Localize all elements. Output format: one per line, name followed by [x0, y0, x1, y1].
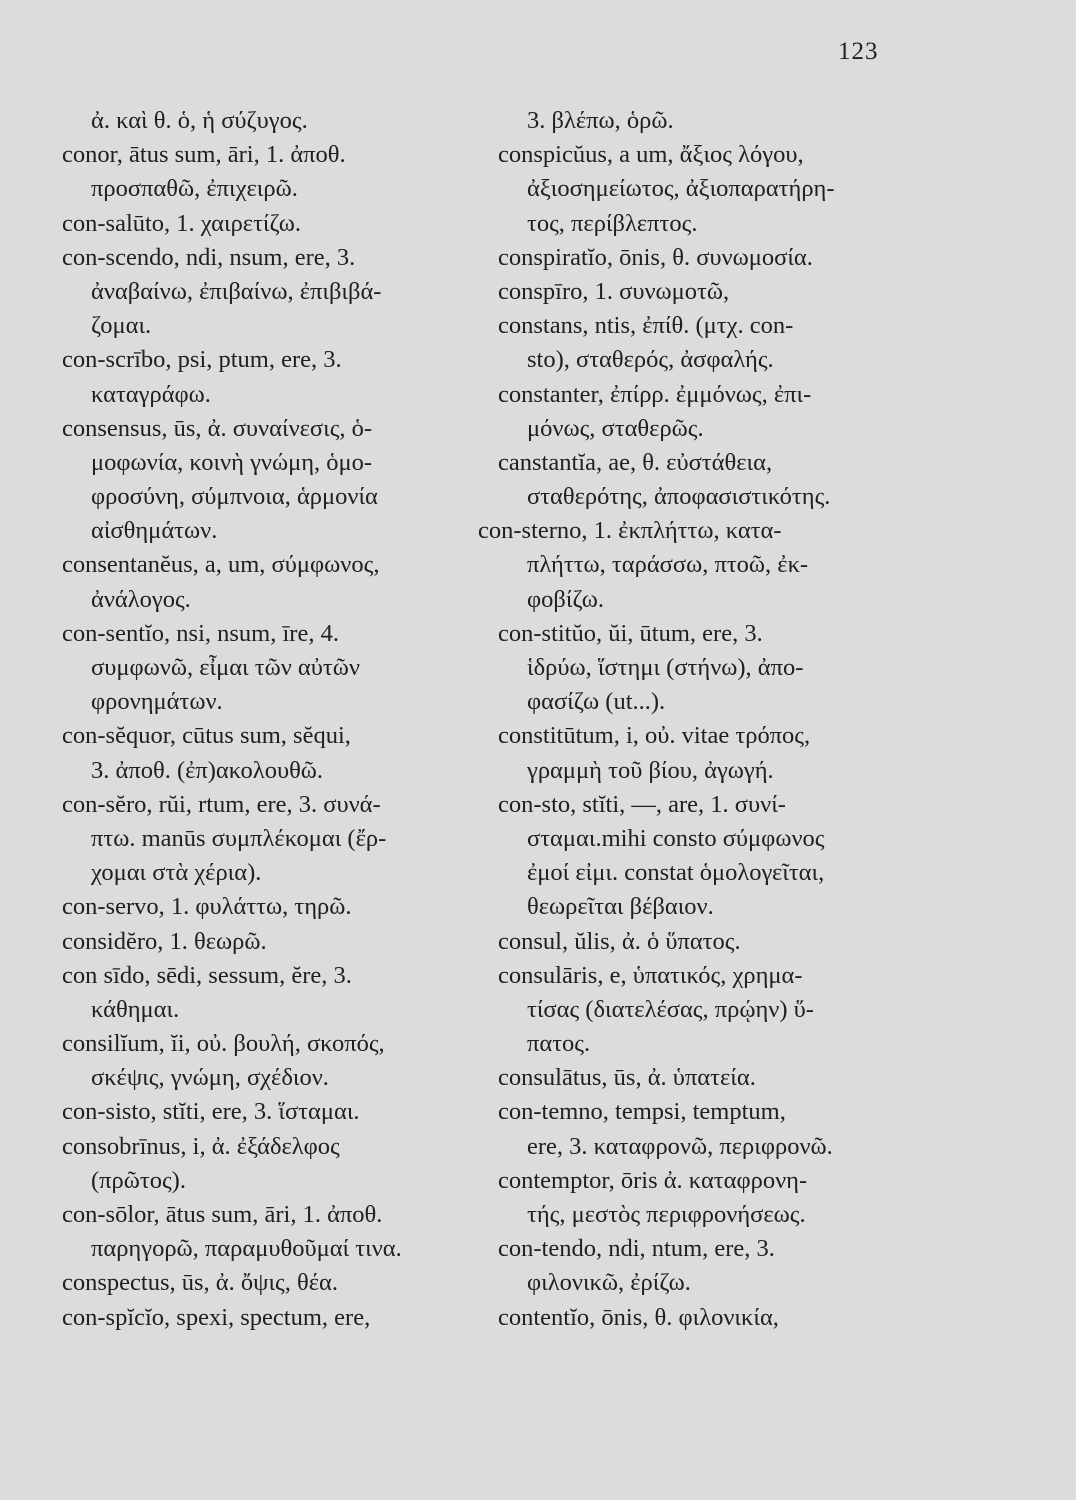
dictionary-line: con-spĭcĭo, spexi, spectum, ere, — [62, 1303, 371, 1331]
dictionary-line: χομαι στὰ χέρια). — [91, 859, 262, 887]
dictionary-line: con-servo, 1. φυλάττω, τηρῶ. — [62, 893, 352, 921]
dictionary-line: ἀναβαίνω, ἐπιβαίνω, ἐπιβιβά- — [91, 277, 382, 305]
dictionary-line: consul, ŭlis, ἀ. ὁ ὕπατος. — [498, 927, 741, 955]
dictionary-line: conspiratĭo, ōnis, θ. συνωμοσία. — [498, 243, 813, 271]
dictionary-line: conspicŭus, a um, ἄξιος λόγου, — [498, 141, 804, 169]
dictionary-line: φρονημάτων. — [91, 688, 223, 716]
dictionary-line: consentanĕus, a, um, σύμφωνος, — [62, 551, 380, 579]
dictionary-line: σταμαι.mihi consto σύμφωνος — [527, 824, 825, 852]
dictionary-line: 3. βλέπω, ὁρῶ. — [527, 107, 674, 134]
dictionary-line: conspīro, 1. συνωμοτῶ, — [498, 277, 730, 305]
dictionary-line: conor, ātus sum, āri, 1. ἀποθ. — [62, 141, 346, 169]
dictionary-line: σκέψις, γνώμη, σχέδιον. — [91, 1064, 329, 1092]
dictionary-line: sto), σταθερός, ἀσφαλής. — [527, 346, 774, 374]
dictionary-line: considĕro, 1. θεωρῶ. — [62, 927, 267, 955]
dictionary-line: (πρῶτος). — [91, 1166, 186, 1194]
dictionary-line: con sīdo, sēdi, sessum, ĕre, 3. — [62, 961, 352, 989]
dictionary-line: constanter, ἐπίρρ. ἐμμόνως, ἐπι- — [498, 380, 812, 408]
dictionary-line: contentĭo, ōnis, θ. φιλονικία, — [498, 1303, 779, 1331]
dictionary-line: con-sōlor, ātus sum, āri, 1. ἀποθ. — [62, 1201, 383, 1228]
dictionary-line: consilĭum, ĭi, οὐ. βουλή, σκοπός, — [62, 1030, 385, 1058]
dictionary-line: ere, 3. καταφρονῶ, περιφρονῶ. — [527, 1132, 833, 1160]
dictionary-line: φιλονικῶ, ἐρίζω. — [527, 1269, 691, 1297]
dictionary-line: ζομαι. — [91, 312, 152, 340]
dictionary-line: consulātus, ūs, ἀ. ὑπατεία. — [498, 1064, 756, 1092]
dictionary-line: πλήττω, ταράσσω, πτοῶ, ἐκ- — [527, 551, 809, 579]
dictionary-line: γραμμὴ τοῦ βίου, ἀγωγή. — [527, 756, 774, 784]
dictionary-line: consulāris, e, ὑπατικός, χρημα- — [498, 961, 803, 989]
dictionary-line: καταγράφω. — [91, 380, 211, 408]
dictionary-line: ἐμοί εἰμι. constat ὁμολογεῖται, — [527, 859, 825, 887]
dictionary-line: con-tendo, ndi, ntum, ere, 3. — [498, 1235, 775, 1263]
dictionary-line: τος, περίβλεπτος. — [527, 209, 698, 237]
dictionary-line: θεωρεῖται βέβαιον. — [527, 893, 714, 921]
dictionary-line: con-sĕquor, cūtus sum, sĕqui, — [62, 722, 351, 750]
page-number: 123 — [838, 38, 879, 65]
dictionary-line: ἀνάλογος. — [91, 585, 191, 613]
dictionary-line: φοβίζω. — [527, 585, 604, 613]
dictionary-line: φροσύνη, σύμπνοια, ἁρμονία — [91, 483, 378, 511]
dictionary-line: contemptor, ōris ἀ. καταφρονη- — [498, 1166, 808, 1194]
dictionary-line: μόνως, σταθερῶς. — [527, 414, 704, 442]
dictionary-line: con-sentĭo, nsi, nsum, īre, 4. — [62, 619, 339, 647]
right-column — [478, 104, 908, 1335]
dictionary-line: con-sĕro, rŭi, rtum, ere, 3. συνά- — [62, 790, 381, 818]
dictionary-line: con-temno, tempsi, temptum, — [498, 1098, 786, 1126]
dictionary-line: πατος. — [527, 1030, 591, 1058]
dictionary-line: αἰσθημάτων. — [91, 517, 218, 545]
dictionary-line: ἱδρύω, ἵστημι (στήνω), ἀπο- — [527, 654, 804, 681]
dictionary-line: con-salūto, 1. χαιρετίζω. — [62, 209, 302, 237]
dictionary-line: τίσας (διατελέσας, πρῴην) ὕ- — [527, 995, 814, 1023]
dictionary-line: con-scrībo, psi, ptum, ere, 3. — [62, 346, 342, 374]
dictionary-line: μοφωνία, κοινὴ γνώμη, ὁμο- — [91, 448, 373, 476]
dictionary-line: con-sterno, 1. ἐκπλήττω, κατα- — [478, 517, 782, 545]
dictionary-line: con-scendo, ndi, nsum, ere, 3. — [62, 243, 356, 271]
dictionary-line: con-sto, stĭti, —, are, 1. συνί- — [498, 790, 786, 818]
dictionary-line: consobrīnus, i, ἀ. ἐξάδελφος — [62, 1132, 340, 1160]
dictionary-line: con-stitŭo, ŭi, ūtum, ere, 3. — [498, 619, 763, 647]
left-column — [62, 104, 472, 1335]
dictionary-line: constans, ntis, ἐπίθ. (μτχ. con- — [498, 312, 794, 340]
dictionary-line: παρηγορῶ, παραμυθοῦμαί τινα. — [91, 1235, 402, 1263]
dictionary-line: προσπαθῶ, ἐπιχειρῶ. — [91, 175, 298, 203]
dictionary-line: φασίζω (ut...). — [527, 688, 666, 716]
dictionary-line: consensus, ūs, ἀ. συναίνεσις, ὁ- — [62, 414, 373, 442]
dictionary-line: συμφωνῶ, εἶμαι τῶν αὐτῶν — [91, 654, 360, 681]
dictionary-line: canstantĭa, ae, θ. εὐστάθεια, — [498, 448, 773, 476]
dictionary-line: ἀ. καὶ θ. ὁ, ἡ σύζυγος. — [91, 107, 308, 134]
dictionary-line: conspectus, ūs, ἀ. ὄψις, θέα. — [62, 1269, 338, 1297]
dictionary-line: κάθημαι. — [91, 995, 180, 1023]
dictionary-line: τής, μεστὸς περιφρονήσεως. — [527, 1201, 806, 1228]
dictionary-line: 3. ἀποθ. (ἐπ)ακολουθῶ. — [91, 756, 324, 784]
dictionary-line: con-sisto, stĭti, ere, 3. ἵσταμαι. — [62, 1098, 360, 1126]
dictionary-line: σταθερότης, ἀποφασιστικότης. — [527, 483, 831, 511]
dictionary-line: ἀξιοσημείωτος, ἀξιοπαρατήρη- — [527, 175, 835, 203]
dictionary-line: πτω. manūs συμπλέκομαι (ἔρ- — [91, 824, 387, 852]
dictionary-line: constitūtum, i, οὐ. vitae τρόπος, — [498, 722, 811, 750]
